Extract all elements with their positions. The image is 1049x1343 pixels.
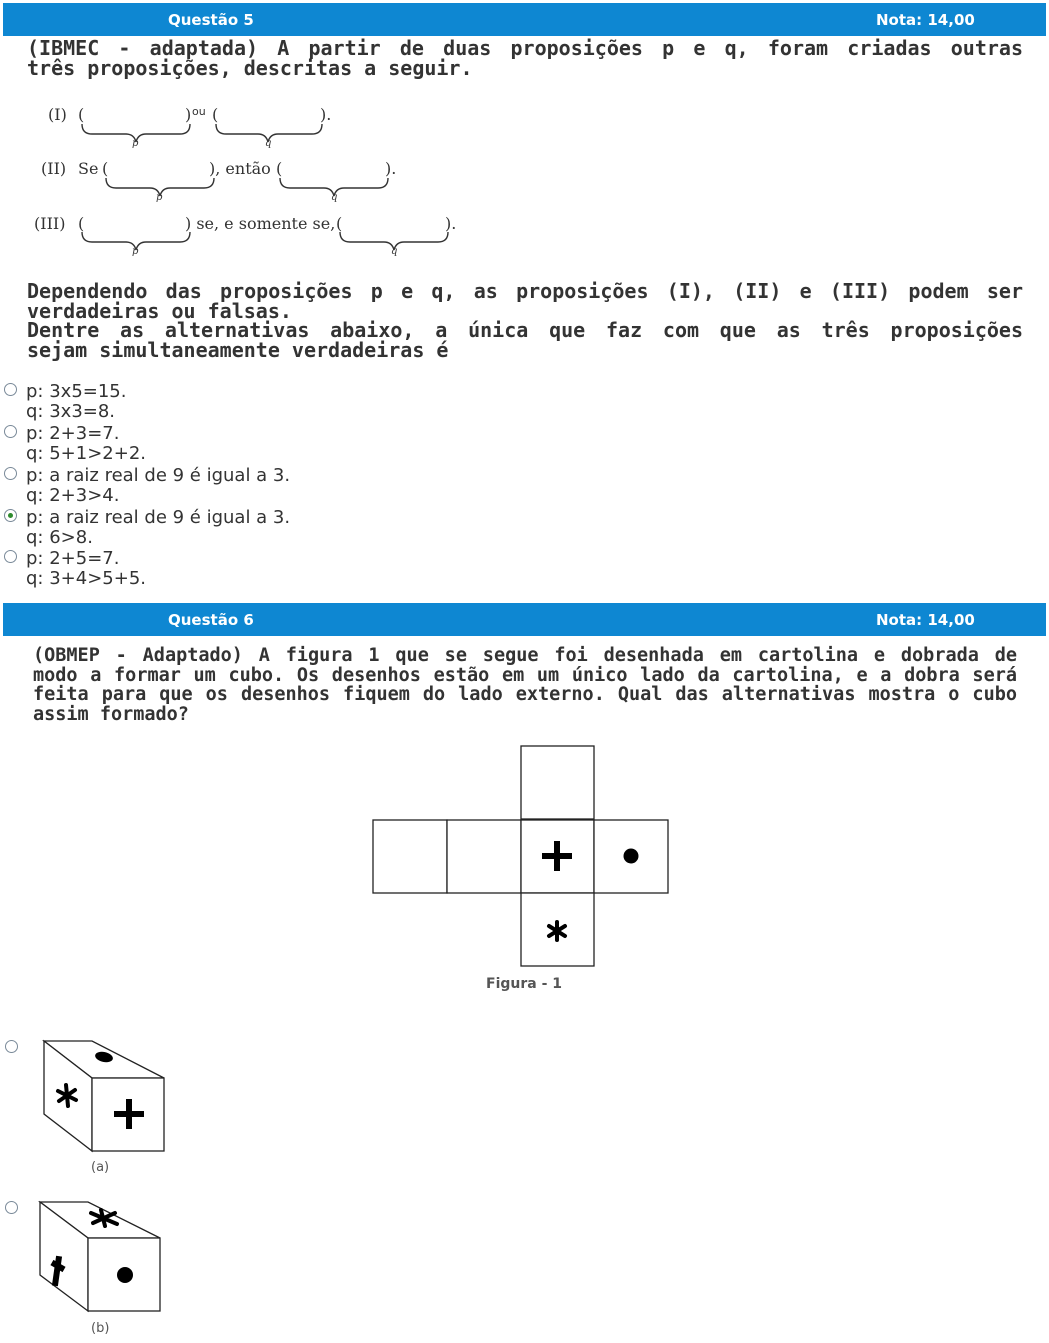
net-face-top	[521, 746, 594, 819]
option-q-text: q: 5+1>2+2.	[26, 443, 146, 464]
proposition-braces	[30, 96, 470, 271]
dot-icon	[117, 1267, 133, 1283]
stem-line: assim formado?	[33, 703, 189, 725]
prop-iii-close-iff: ) se, e somente se,	[185, 214, 336, 233]
stem-line: (IBMEC - adaptada) A partir de duas proposições p e q, foram criadas outras	[27, 36, 1023, 60]
cube-net-figure	[372, 745, 672, 970]
prop-ii-open-paren-2: (	[276, 159, 283, 178]
prop-ii-close-paren-2: ).	[385, 159, 397, 178]
stem-line: (OBMEP - Adaptado) A figura 1 que se segue foi desenhada em cartolina e dobrada de	[33, 645, 1017, 666]
net-face-left-2	[373, 820, 447, 893]
option-p-text: p: 2+3=7.	[26, 423, 120, 444]
prop-i-open-paren: (	[78, 105, 85, 124]
question-score: Nota: 14,00	[876, 11, 975, 29]
stem-line: três proposições, descritas a seguir.	[27, 56, 473, 80]
prop-ii-open-paren: (	[102, 159, 109, 178]
option-q-text: q: 3+4>5+5.	[26, 568, 146, 589]
stem-line: feita para que os desenhos fiquem do lado externo. Qual das alternativas mostra o cubo	[33, 684, 1017, 705]
question-6-stem	[33, 646, 1017, 724]
option-q6-a-radio[interactable]	[5, 1040, 18, 1053]
prop-ii-se: Se	[78, 159, 99, 178]
question-5-stem	[27, 38, 1023, 78]
option-caption: (b)	[91, 1321, 110, 1336]
radio-button[interactable]	[4, 383, 17, 396]
stem-line: Dentre as alternativas abaixo, a única que faz com que as três proposições	[27, 318, 1023, 342]
question-6-header	[3, 603, 1046, 636]
prop-i-p-label: p	[132, 138, 139, 149]
radio-button[interactable]	[4, 550, 17, 563]
option-p-text: p: 2+5=7.	[26, 548, 120, 569]
option-q-text: q: 3x3=8.	[26, 401, 116, 422]
cube-option-b[interactable]	[37, 1199, 167, 1319]
prop-ii-q-label: q	[331, 192, 338, 203]
prop-iii-open-paren-2: (	[336, 214, 343, 233]
option-caption: (a)	[91, 1160, 110, 1175]
stem-line: sejam simultaneamente verdadeiras é	[27, 337, 449, 362]
option-p-text: p: a raiz real de 9 é igual a 3.	[26, 507, 291, 528]
dot-icon	[624, 849, 639, 864]
stem-line: modo a formar um cubo. Os desenhos estão em um único lado da cartolina, e a dobra será	[33, 664, 1017, 686]
prop-i-close-paren: )	[185, 105, 192, 124]
prop-i-connective: ou	[192, 105, 206, 118]
question-5-header	[3, 3, 1046, 36]
prop-iii-open-paren: (	[78, 214, 85, 233]
prop-iii-close-paren-2: ).	[445, 214, 457, 233]
question-number: Questão 5	[168, 11, 254, 29]
radio-button-selected[interactable]	[4, 509, 17, 522]
option-q-text: q: 6>8.	[26, 527, 93, 548]
radio-button[interactable]	[4, 425, 17, 438]
question-5-paragraph	[27, 279, 1023, 362]
cube-option-a[interactable]	[40, 1038, 170, 1158]
prop-i-q-label: q	[265, 138, 272, 149]
prop-iii-q-label: q	[391, 246, 398, 257]
radio-button[interactable]	[4, 467, 17, 480]
option-q-text: q: 2+3>4.	[26, 485, 120, 506]
propositions-diagram	[30, 96, 470, 271]
prop-i-label: (I)	[48, 105, 67, 124]
prop-iii-p-label: p	[132, 246, 139, 257]
option-p-text: p: 3x5=15.	[26, 381, 127, 402]
stem-line: Dependendo das proposições p e q, as proposições (I), (II) e (III) podem ser	[27, 279, 1023, 303]
prop-iii-label: (III)	[34, 214, 66, 233]
prop-i-close-paren-2: ).	[320, 105, 332, 124]
net-face-left-1	[447, 820, 521, 893]
prop-i-open-paren-2: (	[212, 105, 219, 124]
prop-ii-close-then: ), então	[209, 159, 271, 178]
option-p-text: p: a raiz real de 9 é igual a 3.	[26, 465, 291, 486]
option-q6-b-radio[interactable]	[5, 1201, 18, 1214]
figure-caption: Figura - 1	[486, 976, 563, 992]
question-number: Questão 6	[168, 611, 254, 629]
prop-ii-label: (II)	[41, 159, 67, 178]
prop-ii-p-label: p	[156, 192, 163, 203]
stem-line: verdadeiras ou falsas.	[27, 298, 292, 323]
question-score: Nota: 14,00	[876, 611, 975, 629]
